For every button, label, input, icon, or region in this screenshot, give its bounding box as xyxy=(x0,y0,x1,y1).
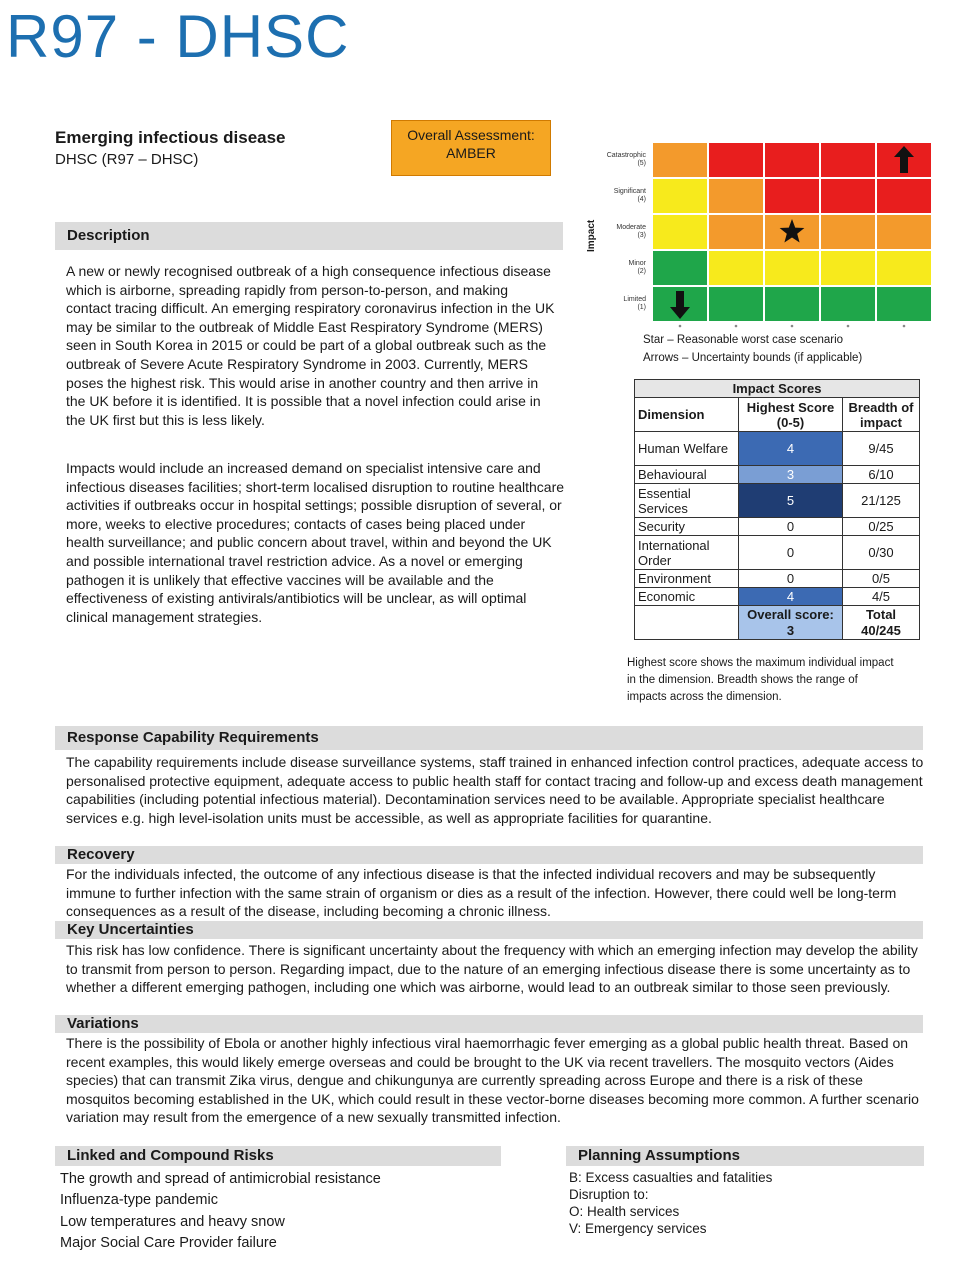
matrix-row-label: Moderate (3) xyxy=(616,224,646,239)
impact-scores-table xyxy=(634,379,920,640)
x-tick xyxy=(791,325,794,328)
x-tick xyxy=(679,325,682,328)
impact-score-row xyxy=(635,518,920,536)
total-score: Total 40/245 xyxy=(843,606,920,640)
highest-score-cell: 5 xyxy=(739,484,843,518)
x-tick xyxy=(903,325,906,328)
description-heading: Description xyxy=(55,222,563,250)
overall-blank xyxy=(635,606,739,640)
overall-score: Overall score: 3 xyxy=(739,606,843,640)
matrix-row-label: Significant (4) xyxy=(613,188,646,203)
dimension-cell: Behavioural xyxy=(635,466,739,484)
matrix-row-label: Limited (1) xyxy=(623,296,646,311)
dimension-cell: Economic xyxy=(635,588,739,606)
breadth-cell: 0/5 xyxy=(843,570,920,588)
impact-score-row xyxy=(635,588,920,606)
planning-item: B: Excess casualties and fatalities xyxy=(569,1170,773,1185)
uncertainties-heading: Key Uncertainties xyxy=(55,921,923,939)
breadth-cell: 0/30 xyxy=(843,536,920,570)
planning-item: V: Emergency services xyxy=(569,1221,707,1236)
planning-heading: Planning Assumptions xyxy=(566,1146,924,1166)
variations-text: There is the possibility of Ebola or another highly infectious viral haemorrhagic fever emerging as a global public health threat. Based on recent examples, this would likely emerge overseas and could be brought to the UK via recent travellers. The mosquito vectors (Aides species) that can transmit Zika virus, dengue and chikungunya are currently spreading across Europe and there is a risk of these mosquitos becoming established in the UK, which could result in these vector-borne diseases becoming more common. A further scenario variation may result from the emergence of a new sexually transmitted infection. xyxy=(66,1035,919,1126)
dimension-cell: Essential Services xyxy=(635,484,739,518)
linked-item: Influenza-type pandemic xyxy=(60,1192,218,1208)
dimension-cell: Environment xyxy=(635,570,739,588)
breadth-cell: 21/125 xyxy=(843,484,920,518)
matrix-y-axis-title: Impact xyxy=(586,219,597,252)
recovery-text: For the individuals infected, the outcome of any infectious disease is that the infected individual recovers and may be subsequently immune to further infection with the same strain of organism or dies as a result of the infection. However, there could well be long-term consequences as a result of the disease, including becoming a chronic illness. xyxy=(66,866,897,920)
linked-heading: Linked and Compound Risks xyxy=(55,1146,501,1166)
response-heading: Response Capability Requirements xyxy=(55,726,923,750)
linked-item: The growth and spread of antimicrobial resistance xyxy=(60,1171,381,1187)
impact-score-row xyxy=(635,536,920,570)
x-tick xyxy=(735,325,738,328)
response-text: The capability requirements include disease surveillance systems, staff trained in enhanced infection control practices, adequate access to personalised protective equipment, adequate access to public health staff for contact tracing and follow-up and excess death management capabilities (including potential infectious material). Decontamination services need to be available. Appropriate specialist healthcare services e.g. high level-isolation units must be accessible, as well as appropriate facilities for quarantine. xyxy=(66,754,924,826)
uncertainties-text: This risk has low confidence. There is significant uncertainty about the frequency with which an emerging infection may develop the ability to transmit from person to person. Regarding impact, due to the nature of an emerging infectious disease there is some uncertainty as to whether a different emerging pathogen, including one which was airborne, would lead to an outbreak similar to those seen previously. xyxy=(66,942,918,996)
risk-owner: DHSC (R97 – DHSC) xyxy=(55,151,199,168)
legend-star: Star – Reasonable worst case scenario xyxy=(643,334,844,346)
highest-score-cell: 3 xyxy=(739,466,843,484)
legend-arrows: Arrows – Uncertainty bounds (if applicable) xyxy=(643,352,863,364)
impact-score-row xyxy=(635,466,920,484)
dimension-cell: Human Welfare xyxy=(635,432,739,466)
highest-score-cell: 0 xyxy=(739,536,843,570)
impact-scores-note: Highest score shows the maximum individual impact in the dimension. Breadth shows the range of impacts across the dimension. xyxy=(627,657,894,703)
impact-score-row xyxy=(635,484,920,518)
col-dimension: Dimension xyxy=(635,398,739,432)
dimension-cell: Security xyxy=(635,518,739,536)
impact-score-row xyxy=(635,432,920,466)
impact-score-row xyxy=(635,570,920,588)
recovery-heading: Recovery xyxy=(55,846,923,864)
risk-matrix xyxy=(652,142,932,322)
breadth-cell: 0/25 xyxy=(843,518,920,536)
highest-score-cell: 0 xyxy=(739,570,843,588)
col-highest-score: Highest Score (0-5) xyxy=(739,398,843,432)
overall-assessment-box xyxy=(391,120,551,176)
linked-item: Major Social Care Provider failure xyxy=(60,1235,277,1251)
breadth-cell: 6/10 xyxy=(843,466,920,484)
star-icon xyxy=(780,219,805,243)
overall-assessment-label: Overall Assessment: xyxy=(407,127,535,143)
breadth-cell: 4/5 xyxy=(843,588,920,606)
matrix-row-label: Catastrophic (5) xyxy=(606,152,646,167)
description-para-1: A new or newly recognised outbreak of a high consequence infectious disease which is airborne, spreading rapidly from person-to-person, and making contact tracing difficult. An emerging respiratory coronavirus infection in the UK may be similar to the outbreak of Middle East Respiratory Syndrome (MERS) seen in South Korea in 2015 or could be part of a global outbreak such as the outbreak of Severe Acute Respiratory Syndrome in 2003. Currently, MERS poses the highest risk. This would arise in another country and then arrive in the UK before it is identified. It is possible that a novel infection could arise in the UK first but this is less likely. xyxy=(66,263,555,428)
risk-title: Emerging infectious disease xyxy=(55,128,286,147)
col-breadth: Breadth of impact xyxy=(843,398,920,432)
page-title: R97 - DHSC xyxy=(6,3,350,70)
description-para-2: Impacts would include an increased demand on specialist intensive care and infectious diseases facilities; short-term localised disruption to routine healthcare activities if outbreaks occur in hospital settings; possible disruption of several, or more, weeks to elective procedures; contacts of cases being placed under health surveillance; and public concern about travel, within and beyond the UK and possible international travel restriction advice. As a novel or emerging pathogen it is unlikely that effective vaccines will be available and the effectiveness of existing antivirals/antibiotics will be unclear, as will optimal clinical management strategies. xyxy=(66,460,565,625)
dimension-cell: International Order xyxy=(635,536,739,570)
planning-item: O: Health services xyxy=(569,1204,680,1219)
breadth-cell: 9/45 xyxy=(843,432,920,466)
arrow-down-icon xyxy=(670,291,690,319)
matrix-x-axis xyxy=(652,322,932,332)
overall-assessment-value: AMBER xyxy=(446,145,496,161)
x-tick xyxy=(847,325,850,328)
impact-scores-title: Impact Scores xyxy=(635,380,920,398)
variations-heading: Variations xyxy=(55,1015,923,1033)
matrix-row-label: Minor (2) xyxy=(628,260,646,275)
highest-score-cell: 4 xyxy=(739,588,843,606)
planning-item: Disruption to: xyxy=(569,1187,649,1202)
linked-item: Low temperatures and heavy snow xyxy=(60,1214,285,1230)
highest-score-cell: 0 xyxy=(739,518,843,536)
arrow-up-icon xyxy=(894,146,914,173)
highest-score-cell: 4 xyxy=(739,432,843,466)
